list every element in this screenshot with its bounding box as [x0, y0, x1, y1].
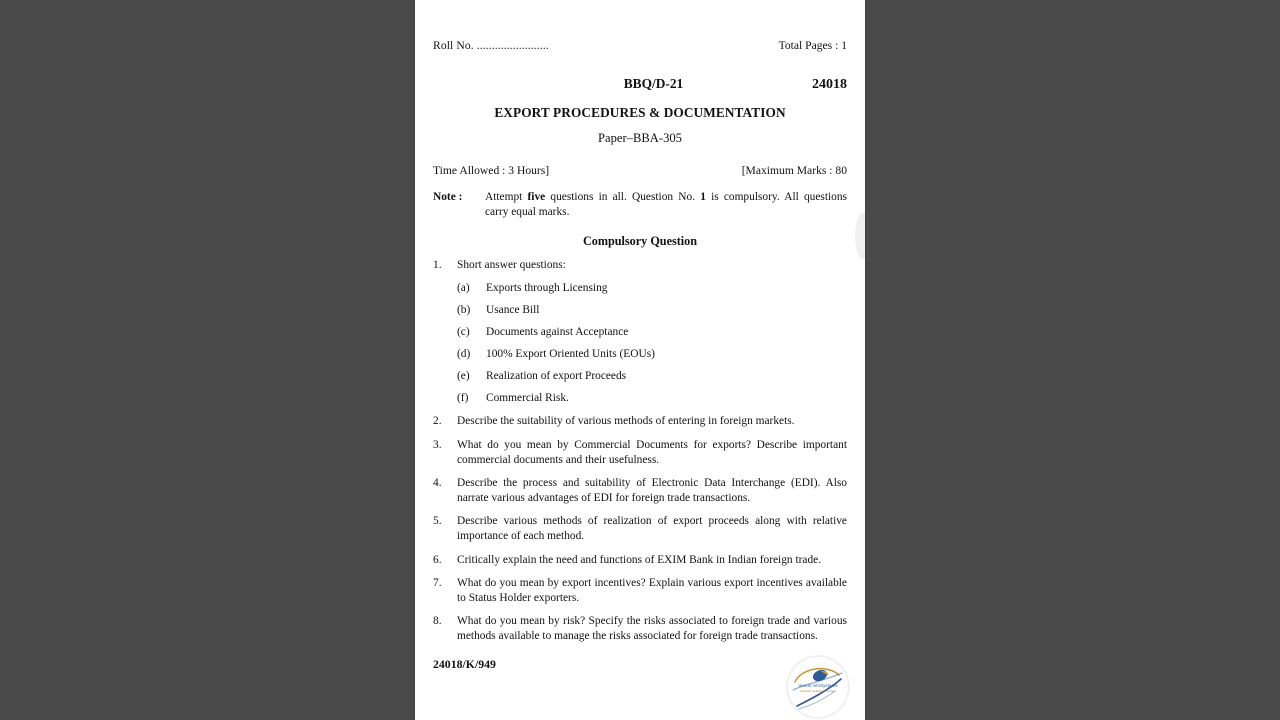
- note-text-part1: Attempt: [485, 190, 528, 203]
- question-4: [433, 476, 847, 506]
- question-1: [433, 258, 847, 273]
- question-8-text: What do you mean by risk? Specify the risks associated to foreign trade and various methods available to manage the risks associated for foreign trade transactions.: [457, 615, 847, 643]
- subject-title: EXPORT PROCEDURES & DOCUMENTATION: [494, 105, 786, 121]
- sub-question-d: [433, 347, 847, 362]
- sub-question-e-label: (e): [457, 370, 470, 383]
- note-label: Note :: [433, 190, 463, 203]
- sub-question-e: [433, 369, 847, 384]
- paper-code: BBQ/D-21: [623, 76, 684, 92]
- marks-row: [433, 163, 847, 178]
- sub-question-b-text: Usance Bill: [486, 303, 540, 316]
- watermark-name: Venus InfoSystems: [798, 683, 838, 688]
- paper-number: Paper–BBA-305: [598, 130, 682, 145]
- footer-code: 24018/K/949: [433, 657, 496, 672]
- note-text: [485, 190, 847, 220]
- note-text-part2: questions in all. Question No.: [545, 190, 701, 203]
- question-7: [433, 576, 847, 606]
- question-6: [433, 553, 847, 568]
- venus-infosystems-watermark-logo: [787, 656, 849, 718]
- maximum-marks: [Maximum Marks : 80: [741, 164, 847, 178]
- sub-question-b-label: (b): [457, 303, 471, 316]
- note-text-part3: is compulsory. All questions carry equal marks.: [485, 190, 847, 218]
- question-6-number: 6.: [433, 553, 442, 566]
- question-5-text: Describe various methods of realization of export proceeds along with relative importance of each method.: [457, 515, 847, 543]
- sub-question-f-label: (f): [457, 392, 469, 405]
- page-header-row: [433, 0, 847, 53]
- question-1-stem: Short answer questions:: [457, 259, 566, 272]
- paper-code-row: [433, 75, 847, 95]
- section-heading: Compulsory Question: [582, 234, 698, 249]
- question-3-number: 3.: [433, 438, 442, 451]
- question-1-number: 1.: [433, 259, 442, 272]
- sub-question-e-text: Realization of export Proceeds: [486, 370, 627, 383]
- question-4-text: Describe the process and suitability of Electronic Data Interchange (EDI). Also narrate various advantages of EDI for foreign trade transactions.: [457, 476, 847, 505]
- sub-question-a-text: Exports through Licensing: [486, 281, 608, 294]
- sub-question-b: [433, 303, 847, 318]
- question-2-text: Describe the suitability of various methods of entering in foreign markets.: [457, 415, 795, 428]
- time-allowed: Time Allowed : 3 Hours]: [433, 164, 550, 178]
- question-2-number: 2.: [433, 415, 442, 428]
- sub-question-f: [433, 391, 847, 406]
- sub-question-c-text: Documents against Acceptance: [486, 325, 629, 338]
- note-emphasis-five: five: [527, 190, 546, 203]
- question-8: [433, 614, 847, 644]
- question-8-number: 8.: [433, 615, 442, 628]
- question-7-text: What do you mean by export incentives? Explain various export incentives available to Status Holder exporters.: [457, 576, 847, 604]
- question-3: [433, 438, 847, 468]
- note-emphasis-one: 1: [700, 190, 706, 203]
- question-5: [433, 514, 847, 544]
- question-3-text: What do you mean by Commercial Documents for exports? Describe important commercial documents and their usefulness.: [457, 438, 847, 466]
- watermark-tagline: Software Solution Providers: [800, 689, 836, 693]
- question-4-number: 4.: [433, 476, 442, 489]
- question-2: [433, 414, 847, 429]
- sub-question-c-label: (c): [457, 325, 470, 338]
- serial-number: 24018: [812, 77, 847, 93]
- document-page[interactable]: [415, 0, 865, 720]
- sub-question-c: [433, 325, 847, 340]
- sub-question-a: [433, 281, 847, 296]
- question-7-number: 7.: [433, 576, 442, 589]
- question-5-number: 5.: [433, 515, 442, 528]
- sub-question-d-text: 100% Export Oriented Units (EOUs): [486, 347, 655, 360]
- sub-question-a-label: (a): [457, 281, 470, 294]
- sub-question-f-text: Commercial Risk.: [486, 392, 569, 405]
- note-block: [433, 190, 847, 220]
- total-pages-label: Total Pages : 1: [778, 39, 847, 52]
- roll-no-label: Roll No. ........................: [433, 39, 549, 52]
- sub-question-d-label: (d): [457, 347, 471, 360]
- question-6-text: Critically explain the need and functions of EXIM Bank in Indian foreign trade.: [457, 553, 822, 566]
